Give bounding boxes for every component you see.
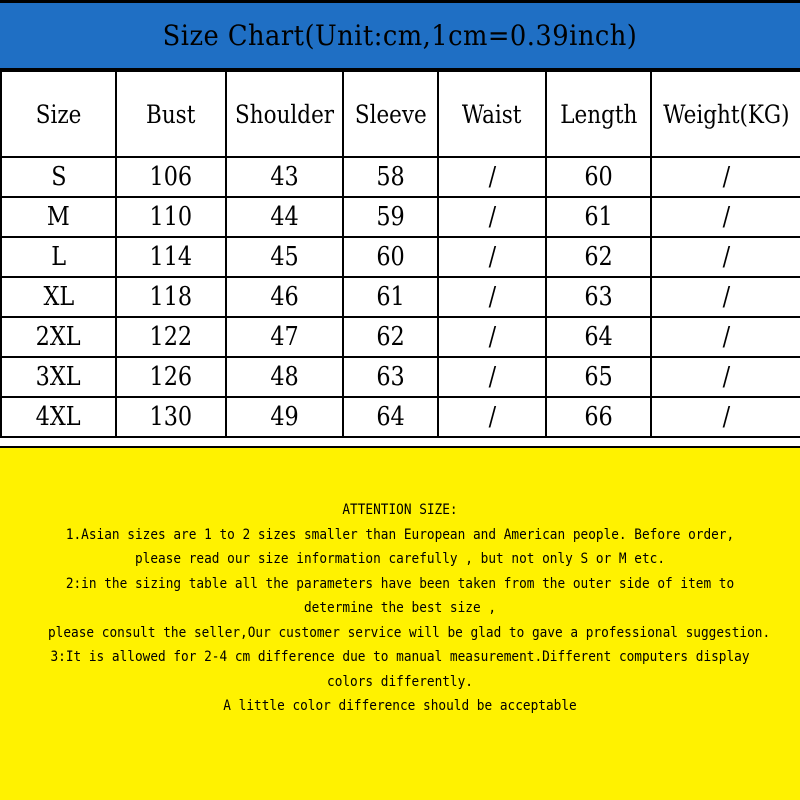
table-cell-value: 44: [270, 202, 299, 232]
table-cell: [226, 357, 343, 397]
table-row: [1, 197, 800, 237]
table-cell: [226, 397, 343, 437]
table-cell: [651, 197, 800, 237]
table-cell-value: 62: [376, 322, 405, 352]
notice-line: determine the best size ,: [303, 600, 497, 616]
table-cell: [1, 357, 116, 397]
table-cell: [116, 197, 226, 237]
chart-title: Size Chart(Unit:cm,1cm=0.39inch): [162, 19, 638, 52]
table-cell: [343, 317, 438, 357]
table-cell-value: 47: [270, 322, 299, 352]
table-cell-value: 60: [584, 162, 613, 192]
table-cell: [546, 277, 651, 317]
table-cell-value: 2XL: [35, 322, 81, 352]
table-cell: [343, 397, 438, 437]
table-cell: [116, 237, 226, 277]
notice-line: please read our size information carefully , but not only S or M etc.: [134, 551, 666, 567]
table-cell: [651, 277, 800, 317]
table-cell-value: /: [722, 402, 730, 432]
table-cell: [546, 237, 651, 277]
column-header-label: Length: [559, 99, 638, 129]
table-cell-value: L: [51, 242, 66, 272]
column-header-label: Sleeve: [354, 99, 427, 129]
table-cell-value: 43: [270, 162, 299, 192]
table-cell-value: 130: [149, 402, 193, 432]
table-cell-value: M: [47, 202, 70, 232]
table-body: [1, 157, 800, 437]
table-cell: [116, 157, 226, 197]
table-cell: [1, 317, 116, 357]
table-cell-value: 4XL: [35, 402, 81, 432]
table-cell-value: 62: [584, 242, 613, 272]
column-header: [116, 71, 226, 157]
table-cell: [1, 197, 116, 237]
table-cell-value: /: [488, 362, 496, 392]
notice-line: A little color difference should be acceptable: [223, 698, 577, 714]
table-cell-value: 122: [149, 322, 193, 352]
table-cell: [343, 357, 438, 397]
table-cell: [1, 237, 116, 277]
table-cell-value: 114: [149, 242, 193, 272]
table-cell-value: XL: [43, 282, 74, 312]
table-cell: [116, 277, 226, 317]
size-table: [0, 70, 800, 438]
table-cell-value: 110: [149, 202, 193, 232]
column-header-label: Waist: [462, 99, 522, 129]
table-cell-value: /: [722, 362, 730, 392]
table-cell: [546, 317, 651, 357]
column-header-label: Bust: [146, 99, 196, 129]
table-cell-value: 59: [376, 202, 405, 232]
table-cell: [226, 197, 343, 237]
table-cell-value: /: [722, 242, 730, 272]
table-cell: [546, 157, 651, 197]
table-cell: [438, 157, 546, 197]
column-header: [226, 71, 343, 157]
table-row: [1, 157, 800, 197]
table-cell-value: 106: [149, 162, 193, 192]
table-cell: [226, 157, 343, 197]
notice-line: 2:in the sizing table all the parameters have been taken from the outer side of item to: [65, 575, 735, 592]
table-cell-value: 60: [376, 242, 405, 272]
table-cell-value: 49: [270, 402, 299, 432]
table-cell: [116, 317, 226, 357]
table-cell: [546, 357, 651, 397]
table-cell-value: /: [722, 282, 730, 312]
table-cell-value: 64: [584, 322, 613, 352]
table-cell: [343, 277, 438, 317]
table-cell-value: /: [488, 162, 496, 192]
table-cell: [651, 317, 800, 357]
table-cell: [651, 237, 800, 277]
notice-line: 1.Asian sizes are 1 to 2 sizes smaller than European and American people. Before order,: [65, 526, 735, 543]
table-cell-value: /: [488, 202, 496, 232]
table-cell-value: 46: [270, 282, 299, 312]
table-row: [1, 357, 800, 397]
column-header: [343, 71, 438, 157]
table-cell-value: S: [50, 162, 67, 192]
table-cell-value: 61: [584, 202, 613, 232]
table-cell-value: /: [488, 282, 496, 312]
table-cell-value: 45: [270, 242, 299, 272]
table-cell: [438, 277, 546, 317]
table-cell-value: 126: [149, 362, 193, 392]
table-cell: [438, 357, 546, 397]
notice-line: please consult the seller,Our customer service will be glad to gave a professional suggestion.: [48, 624, 771, 641]
table-cell-value: /: [488, 322, 496, 352]
notice-line: 3:It is allowed for 2-4 cm difference due to manual measurement.Different computers display: [50, 649, 750, 665]
table-cell-value: 61: [376, 282, 405, 312]
table-cell-value: 118: [149, 282, 193, 312]
table-header-row: [1, 71, 800, 157]
table-cell: [226, 237, 343, 277]
table-row: [1, 317, 800, 357]
table-cell-value: /: [722, 202, 730, 232]
table-cell: [546, 197, 651, 237]
table-cell: [1, 277, 116, 317]
table-cell: [226, 277, 343, 317]
table-cell: [438, 317, 546, 357]
notice-line: colors differently.: [327, 673, 473, 690]
table-cell: [116, 397, 226, 437]
table-cell: [1, 157, 116, 197]
table-row: [1, 237, 800, 277]
attention-notice: [0, 446, 800, 800]
table-cell: [438, 397, 546, 437]
table-cell-value: 58: [376, 162, 405, 192]
table-cell: [343, 237, 438, 277]
table-cell-value: 3XL: [35, 362, 81, 392]
table-cell: [438, 237, 546, 277]
column-header: [438, 71, 546, 157]
table-cell: [1, 397, 116, 437]
table-cell: [651, 357, 800, 397]
table-cell-value: /: [722, 322, 730, 352]
column-header-label: Weight(KG): [662, 99, 790, 129]
table-cell-value: 65: [584, 362, 613, 392]
column-header-label: Size: [35, 99, 82, 129]
table-cell: [343, 197, 438, 237]
table-cell-value: /: [488, 402, 496, 432]
table-cell: [438, 197, 546, 237]
column-header-label: Shoulder: [235, 99, 335, 129]
table-cell-value: 48: [270, 362, 299, 392]
table-cell: [651, 157, 800, 197]
notice-line: ATTENTION SIZE:: [342, 502, 458, 518]
table-cell: [116, 357, 226, 397]
table-row: [1, 397, 800, 437]
table-cell-value: /: [722, 162, 730, 192]
column-header: [651, 71, 800, 157]
table-cell-value: 66: [584, 402, 613, 432]
table-row: [1, 277, 800, 317]
title-bar: [0, 0, 800, 70]
table-cell-value: 63: [376, 362, 405, 392]
table-cell: [226, 317, 343, 357]
column-header: [1, 71, 116, 157]
table-cell: [651, 397, 800, 437]
table-cell-value: /: [488, 242, 496, 272]
table-cell-value: 64: [376, 402, 405, 432]
column-header: [546, 71, 651, 157]
table-cell-value: 63: [584, 282, 613, 312]
table-cell: [546, 397, 651, 437]
table-cell: [343, 157, 438, 197]
